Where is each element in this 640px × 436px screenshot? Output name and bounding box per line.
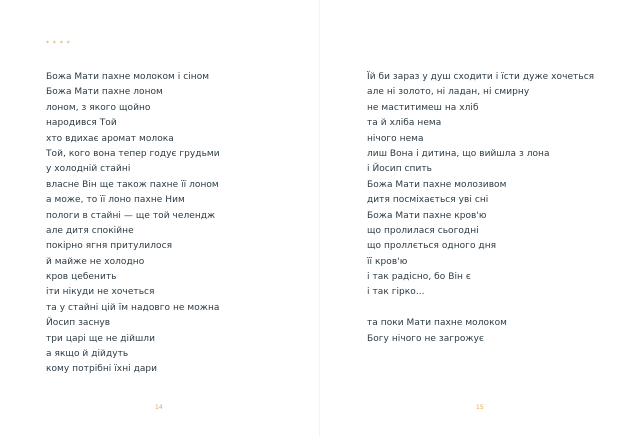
poem-line: кров цебенить (46, 272, 117, 283)
poem-line: й майже не холодно (46, 256, 145, 267)
poem-line: що проллється одного дня (367, 241, 497, 252)
poem-line: лоном, з якого щойно (46, 102, 151, 113)
poem-line: і Йосип спить (367, 164, 433, 175)
poem-line: хто вдихає аромат молока (46, 133, 174, 144)
poem-line: та й хліба нема (367, 118, 442, 129)
stanza-break (367, 301, 627, 316)
poem-line: кому потрібні їхні дари (46, 364, 158, 375)
poem-line: пологи в стайні — ще той челендж (46, 210, 216, 221)
poem-line: що пролилася сьогодні (367, 225, 479, 236)
poem-line: покірно ягня притулилося (46, 241, 173, 252)
poem-line: Той, кого вона тепер годує грудьми (46, 148, 220, 159)
poem-line: а якщо й дійдуть (46, 349, 129, 360)
poem-line: народився Той (46, 118, 117, 129)
poem-line: нічого нема (367, 133, 424, 144)
poem-line: лиш Вона і дитина, що вийшла з лона (367, 148, 550, 159)
poem-line: у холодній стайні (46, 164, 131, 175)
poem-line: її кров'ю (367, 256, 408, 267)
page-number-right: 15 (476, 404, 484, 411)
poem-line: Божа Мати пахне лоном (46, 87, 163, 98)
poem-line: Божа Мати пахне кров'ю (367, 210, 487, 221)
poem-line: і так радісно, бо Він є (367, 272, 471, 283)
poem-line: іти нікуди не хочеться (46, 287, 155, 298)
poem-line: дитя посміхається уві сні (367, 195, 489, 206)
poem-line: Божа Мати пахне молоком і сіном (46, 72, 210, 82)
poem-line: три царі ще не дійшли (46, 333, 155, 344)
poem-left-column (46, 70, 306, 378)
page-gutter (319, 0, 320, 436)
poem-line: але дитя спокійне (46, 225, 134, 236)
poem-line: і так гірко... (367, 287, 425, 298)
poem-line: Божа Мати пахне молозивом (367, 179, 507, 190)
poem-line: та поки Мати пахне молоком (367, 318, 507, 329)
poem-right-column (367, 70, 627, 347)
poem-line: Йосип заснув (46, 318, 111, 329)
ornament-stars: * * * * (46, 40, 71, 47)
page-number-left: 14 (155, 404, 163, 411)
poem-line: Богу нічого не загрожує (367, 333, 484, 344)
poem-line: не маститимеш на хліб (367, 102, 479, 113)
poem-line: а може, то її лоно пахне Ним (46, 195, 185, 206)
poem-line: Їй би зараз у душ сходити і їсти дуже хочеться (367, 72, 595, 82)
poem-line: але ні золото, ні ладан, ні смирну (367, 87, 530, 98)
poem-line: та у стайні цій їм надовго не можна (46, 302, 220, 313)
poem-line: власне Він ще також пахне її лоном (46, 179, 219, 190)
